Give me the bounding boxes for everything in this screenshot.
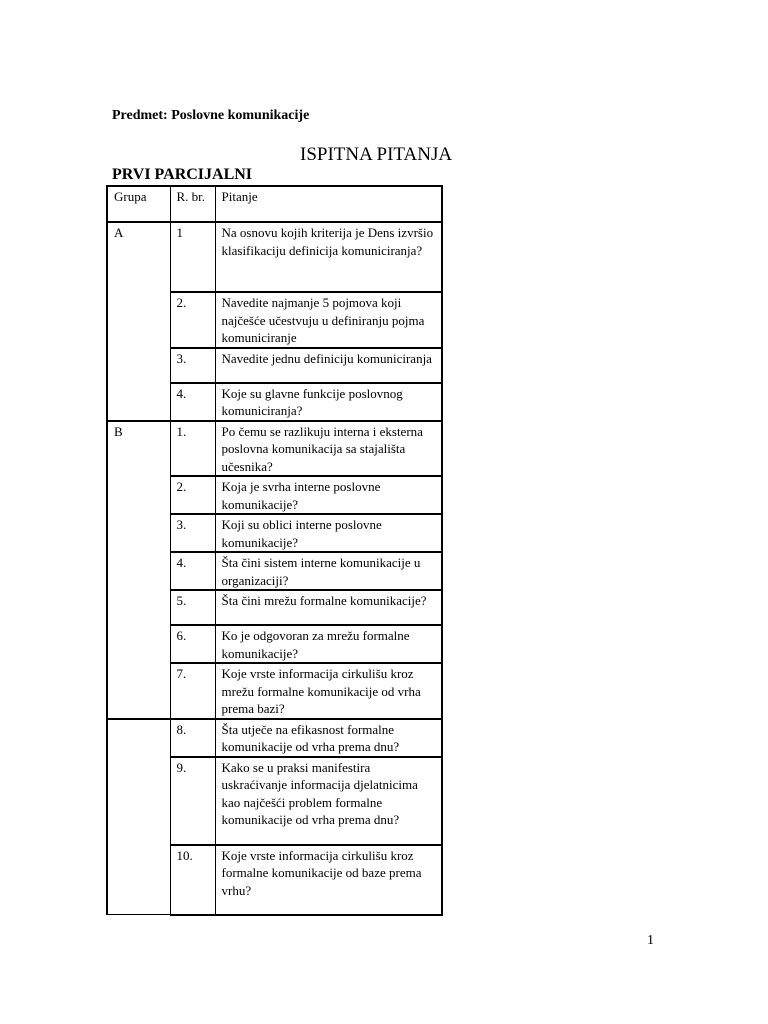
row-number: 2.	[170, 292, 215, 348]
subject-line: Predmet: Poslovne komunikacije	[112, 108, 310, 123]
questions-table	[106, 185, 443, 916]
row-question: Šta čini sistem interne komunikacije u organizaciji?	[215, 552, 442, 590]
header-group: Grupa	[107, 186, 170, 222]
row-question: Šta čini mrežu formalne komunikacije?	[215, 590, 442, 625]
row-number: 5.	[170, 590, 215, 625]
table-row	[107, 222, 442, 292]
row-question: Po čemu se razlikuju interna i eksterna poslovna komunikacija sa stajališta učesnika?	[215, 421, 442, 477]
row-number: 4.	[170, 383, 215, 421]
row-question: Kako se u praksi manifestira uskraćivanje informacija djelatnicima kao najčešći problem formalne komunikacije od vrha prema dnu?	[215, 757, 442, 845]
row-question: Ko je odgovoran za mrežu formalne komunikacije?	[215, 625, 442, 663]
table-row	[107, 719, 442, 757]
row-number: 6.	[170, 625, 215, 663]
row-question: Koji su oblici interne poslovne komunikacije?	[215, 514, 442, 552]
row-number: 7.	[170, 663, 215, 719]
row-question: Koje vrste informacija cirkulišu kroz mrežu formalne komunikacije od vrha prema bazi?	[215, 663, 442, 719]
section-heading: PRVI PARCIJALNI	[112, 166, 253, 183]
page-title: ISPITNA PITANJA	[300, 144, 453, 165]
row-number: 1.	[170, 421, 215, 477]
group-cell-b: B	[107, 421, 170, 719]
row-question: Koja je svrha interne poslovne komunikacije?	[215, 476, 442, 514]
table-header-row	[107, 186, 442, 222]
row-question: Koje su glavne funkcije poslovnog komuniciranja?	[215, 383, 442, 421]
header-question: Pitanje	[215, 186, 442, 222]
group-cell-a: A	[107, 222, 170, 421]
row-number: 3.	[170, 348, 215, 383]
row-number: 2.	[170, 476, 215, 514]
row-number: 1	[170, 222, 215, 292]
row-question: Na osnovu kojih kriterija je Dens izvršio klasifikaciju definicija komuniciranja?	[215, 222, 442, 292]
row-question: Koje vrste informacija cirkulišu kroz formalne komunikacije od baze prema vrhu?	[215, 845, 442, 915]
row-question: Šta utječe na efikasnost formalne komunikacije od vrha prema dnu?	[215, 719, 442, 757]
row-number: 8.	[170, 719, 215, 757]
row-number: 4.	[170, 552, 215, 590]
row-number: 9.	[170, 757, 215, 845]
header-number: R. br.	[170, 186, 215, 222]
page-number: 1	[647, 933, 654, 948]
row-question: Navedite jednu definiciju komuniciranja	[215, 348, 442, 383]
row-number: 10.	[170, 845, 215, 915]
group-cell-continued	[107, 719, 170, 915]
table-row	[107, 421, 442, 477]
row-question: Navedite najmanje 5 pojmova koji najčešće učestvuju u definiranju pojma komuniciranje	[215, 292, 442, 348]
row-number: 3.	[170, 514, 215, 552]
